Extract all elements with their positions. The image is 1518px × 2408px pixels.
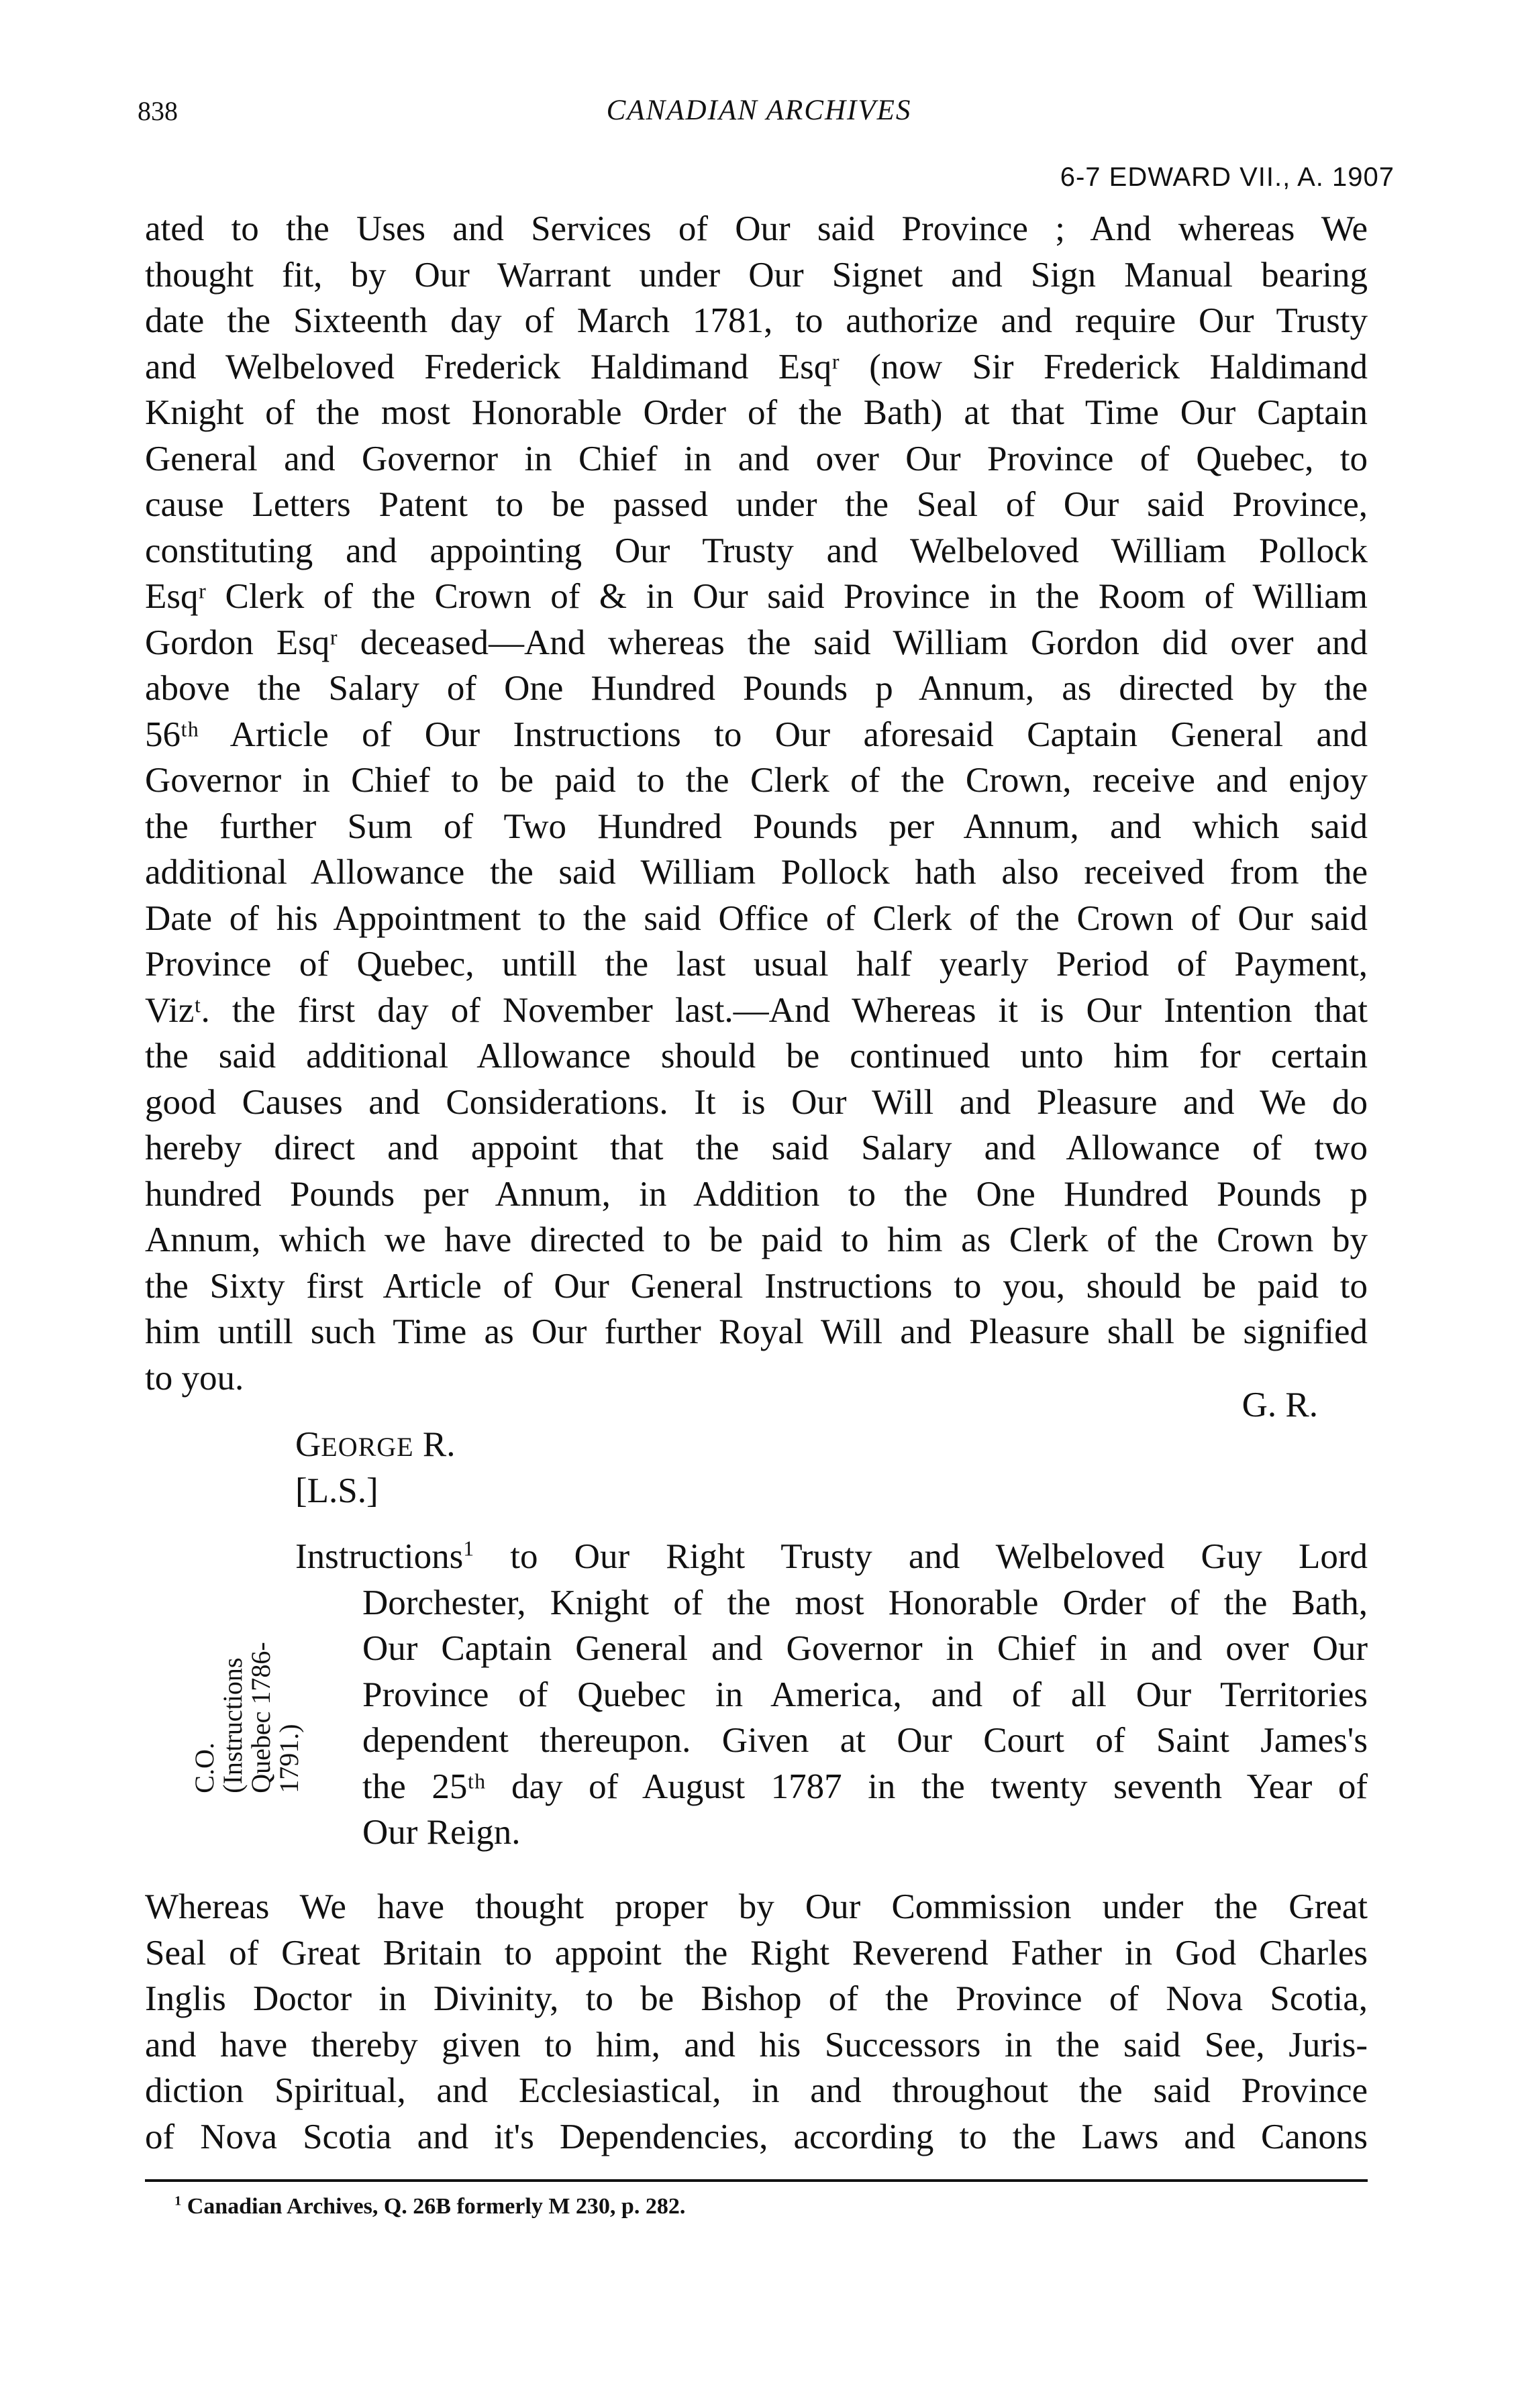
instructions-word: Instructions xyxy=(295,1537,464,1576)
text-line: to you. xyxy=(145,1358,244,1398)
text-line: Our Captain General and Governor in Chief in and over Our xyxy=(362,1629,1368,1668)
text-line: diction Spiritual, and Ecclesiastical, in and throughout the said Province xyxy=(145,2071,1368,2110)
text-line: and have thereby given to him, and his Successors in the said See, Juris- xyxy=(145,2025,1368,2064)
footnote xyxy=(174,2194,685,2219)
instructions-first-line xyxy=(295,1534,1368,1580)
text-line: Province of Quebec in America, and of all Our Territories xyxy=(362,1675,1368,1714)
text-line: hundred Pounds per Annum, in Addition to the One Hundred Pounds p xyxy=(145,1174,1368,1214)
margin-note-line: (Instructions xyxy=(217,1657,248,1793)
text-line: Dorchester, Knight of the most Honorable Order of the Bath, xyxy=(362,1583,1368,1622)
text-line: constituting and appointing Our Trusty and Welbeloved William Pollock xyxy=(145,531,1368,570)
text-line: 56ᵗʰ Article of Our Instructions to Our aforesaid Captain General and xyxy=(145,715,1368,754)
text-line: Seal of Great Britain to appoint the Right Reverend Father in God Charles xyxy=(145,1933,1368,1973)
text-line: General and Governor in Chief in and over Our Province of Quebec, to xyxy=(145,439,1368,478)
margin-note-line: 1791.) xyxy=(274,1724,304,1793)
paragraph-warrant xyxy=(145,206,1368,1401)
running-title: CANADIAN ARCHIVES xyxy=(606,95,912,126)
footnote-reference: 1 xyxy=(463,1536,474,1561)
text-line: Whereas We have thought proper by Our Commission under the Great xyxy=(145,1887,1368,1926)
page-number: 838 xyxy=(138,96,178,126)
text-line: Esqʳ Clerk of the Crown of & in Our said Province in the Room of William xyxy=(145,577,1368,616)
margin-note xyxy=(173,1610,321,1825)
text-line: dependent thereupon. Given at Our Court of Saint James's xyxy=(362,1721,1368,1760)
signature-small-caps: EORGE xyxy=(321,1432,414,1462)
instructions-heading xyxy=(295,1534,1368,1856)
signature-initial-letter: G xyxy=(295,1425,321,1464)
text-line: ated to the Uses and Services of Our said Province ; And whereas We xyxy=(145,209,1368,248)
text-line: date the Sixteenth day of March 1781, to authorize and require Our Trusty xyxy=(145,301,1368,340)
seal-mark: [L.S.] xyxy=(295,1471,378,1510)
text-line: the Sixty first Article of Our General Instructions to you, should be paid to xyxy=(145,1266,1368,1306)
text-line: hereby direct and appoint that the said Salary and Allowance of two xyxy=(145,1129,1368,1167)
text-line: additional Allowance the said William Pollock hath also received from the xyxy=(145,853,1368,892)
text-line: the 25ᵗʰ day of August 1787 in the twenty seventh Year of xyxy=(362,1767,1368,1806)
text-line: him untill such Time as Our further Royal Will and Pleasure shall be signified xyxy=(145,1312,1368,1351)
footnote-mark: 1 xyxy=(174,2193,182,2209)
text-line: Inglis Doctor in Divinity, to be Bishop of the Province of Nova Scotia, xyxy=(145,1979,1368,2018)
margin-note-line: Quebec 1786- xyxy=(246,1642,276,1793)
footnote-text: Canadian Archives, Q. 26B formerly M 230, p. 282. xyxy=(181,2194,686,2219)
text-line: and Welbeloved Frederick Haldimand Esqʳ (now Sir Frederick Haldimand xyxy=(145,347,1368,386)
text-line: of Nova Scotia and it's Dependencies, according to the Laws and Canons xyxy=(145,2117,1368,2156)
text-line: Knight of the most Honorable Order of the Bath) at that Time Our Captain xyxy=(145,393,1368,432)
margin-note-line: C.O. xyxy=(189,1742,219,1793)
text-line: Vizᵗ. the first day of November last.—And Whereas it is Our Intention that xyxy=(145,990,1368,1030)
text-line: thought fit, by Our Warrant under Our Signet and Sign Manual bearing xyxy=(145,255,1368,295)
text-line: above the Salary of One Hundred Pounds p Annum, as directed by the xyxy=(145,669,1368,708)
text-line: good Causes and Considerations. It is Our Will and Pleasure and We do xyxy=(145,1082,1368,1122)
text-line: Gordon Esqʳ deceased—And whereas the said William Gordon did over and xyxy=(145,623,1368,662)
instructions-first-line-rest: to Our Right Trusty and Welbeloved Guy Lord xyxy=(474,1537,1368,1576)
text-line: Governor in Chief to be paid to the Clerk of the Crown, receive and enjoy xyxy=(145,761,1368,800)
royal-initials: G. R. xyxy=(1242,1385,1318,1424)
text-line: the further Sum of Two Hundred Pounds per Annum, and which said xyxy=(145,806,1368,846)
session-label: 6-7 EDWARD VII., A. 1907 xyxy=(1060,162,1395,192)
text-line: Province of Quebec, untill the last usual half yearly Period of Payment, xyxy=(145,945,1368,984)
text-line: Date of his Appointment to the said Office of Clerk of the Crown of Our said xyxy=(145,898,1368,938)
footnote-divider xyxy=(145,2179,1368,2182)
paragraph-bishop xyxy=(145,1884,1368,2160)
signature-suffix: R. xyxy=(413,1425,456,1464)
text-line: Annum, which we have directed to be paid to him as Clerk of the Crown by xyxy=(145,1220,1368,1259)
signature-name xyxy=(295,1424,455,1465)
text-line: the said additional Allowance should be continued unto him for certain xyxy=(145,1037,1368,1076)
text-line: Our Reign. xyxy=(362,1813,521,1852)
text-line: cause Letters Patent to be passed under the Seal of Our said Province, xyxy=(145,485,1368,524)
